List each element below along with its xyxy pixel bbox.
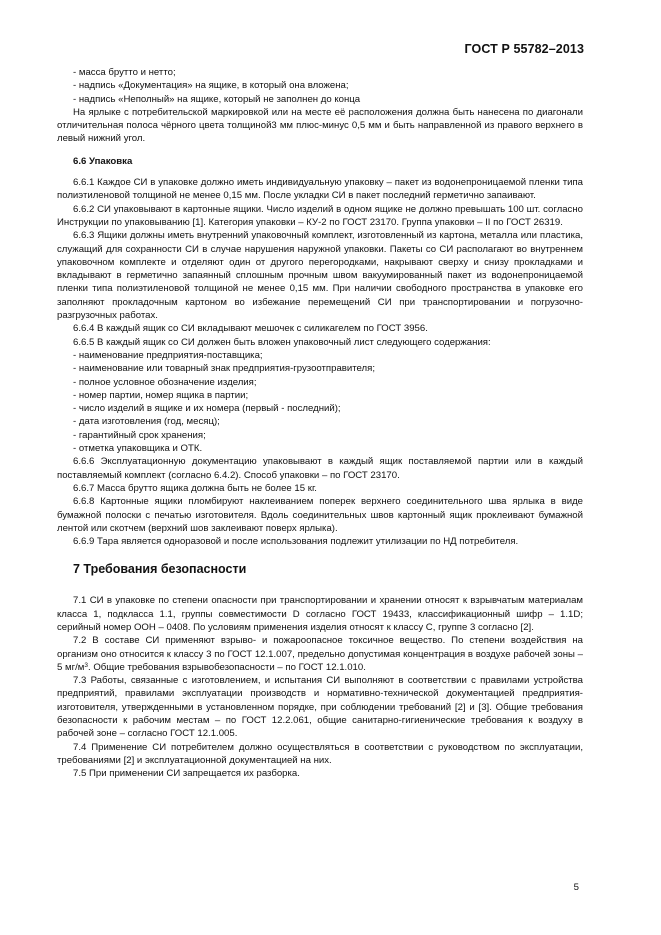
paragraph-6-6-2: 6.6.2 СИ упаковывают в картонные ящики. Число изделий в одном ящике не должно превышать 100 шт. согласно Инструкции по упаковыванию [1]. Категория упаковки – КУ-2 по ГОСТ 23170. Группа упаковки – II по ГОСТ 26319. bbox=[57, 203, 583, 228]
paragraph-7-2-tail: . Общие требования взрывобезопасности – по ГОСТ 12.1.010. bbox=[87, 661, 366, 673]
paragraph-7-5: 7.5 При применении СИ запрещается их разборка. bbox=[73, 768, 300, 780]
paragraph-7-4: 7.4 Применение СИ потребителем должно осуществляться в соответствии с руководством по эксплуатации, требованиями [2] и эксплуатационной документацией на них. bbox=[57, 741, 583, 766]
section-heading-6-6: 6.6 Упаковка bbox=[73, 155, 133, 167]
paragraph-7-2-text: 7.2 В составе СИ применяют взрыво- и пожароопасное токсичное вещество. По степени воздействия на организм оно относится к классу 3 по ГОСТ 12.1.007, предельно допустимая концентрация в воздухе рабочей зоны – 5 мг/м bbox=[57, 635, 583, 673]
list-item: - надпись «Неполный» на ящике, который не заполнен до конца bbox=[73, 93, 361, 105]
paragraph-6-6-8: 6.6.8 Картонные ящики пломбируют наклеиванием поперек верхнего соединительного шва ярлыка в виде бумажной полоски с печатью изготовителя. Вдоль соединительных швов картонный ящик проклеивают бумажной лентой или скотчем (верхний шов заклеивают поверх ярлыка). bbox=[57, 496, 583, 534]
list-item: - дата изготовления (год, месяц); bbox=[73, 416, 220, 428]
paragraph-6-6-9: 6.6.9 Тара является одноразовой и после использования подлежит утилизации по НД потребителя. bbox=[73, 536, 519, 548]
list-item: - полное условное обозначение изделия; bbox=[73, 376, 257, 388]
paragraph-7-3: 7.3 Работы, связанные с изготовлением, и испытания СИ выполняют в соответствии с правилами устройства предприятий, правилами эксплуатации производств и нормативно-технической документацией предприятия-изготовителя, утвержденными в установленном порядке, при соблюдении требований [2] и [3]. Общие требования безопасности к рабочим местам – по ГОСТ 12.2.061, общие санитарно-гигиенические требования к воздуху в рабочей зоне – согласно ГОСТ 12.1.005. bbox=[57, 675, 583, 740]
paragraph-7-2 bbox=[57, 634, 583, 674]
paragraph-7-1: 7.1 СИ в упаковке по степени опасности при транспортировании и хранении относят к взрывчатым материалам класса 1, подкласса 1.1, группы совместимости D согласно ГОСТ 19433, классификационный шифр – 1.1D; серийный номер ООН – 0408. По условиям применения изделия относят к классу С, группе 3 согласно [2]. bbox=[57, 595, 583, 633]
paragraph-6-6-7: 6.6.7 Масса брутто ящика должна быть не более 15 кг. bbox=[73, 482, 317, 494]
list-item: - надпись «Документация» на ящике, в который она вложена; bbox=[73, 80, 349, 92]
list-item: - масса брутто и нетто; bbox=[73, 67, 176, 78]
list-item: - наименование предприятия-поставщика; bbox=[73, 349, 263, 361]
page-number: 5 bbox=[573, 882, 579, 893]
list-item: - номер партии, номер ящика в партии; bbox=[73, 389, 249, 401]
list-item: - гарантийный срок хранения; bbox=[73, 429, 206, 441]
list-item: - число изделий в ящике и их номера (первый - последний); bbox=[73, 403, 341, 415]
page-body bbox=[57, 66, 583, 781]
paragraph-6-6-6: 6.6.6 Эксплуатационную документацию упаковывают в каждый ящик поставляемой партии или в каждый поставляемый комплект (согласно 6.4.2). Способ упаковки – по ГОСТ 23170. bbox=[57, 456, 583, 481]
superscript-cube: 3 bbox=[84, 661, 88, 669]
paragraph: На ярлыке с потребительской маркировкой или на месте её расположения должна быть нанесена по диагонали отличительная полоса чёрного цвета толщиной3 мм плюс-минус 0,5 мм и быть направленной из правого верхнего в левый нижний угол. bbox=[57, 106, 583, 145]
list-item: - отметка упаковщика и ОТК. bbox=[73, 443, 203, 455]
standard-code: ГОСТ Р 55782–2013 bbox=[464, 42, 584, 56]
paragraph-6-6-5: 6.6.5 В каждый ящик со СИ должен быть вложен упаковочный лист следующего содержания: bbox=[73, 336, 491, 348]
list-item: - наименование или товарный знак предприятия-грузоотправителя; bbox=[73, 363, 376, 375]
paragraph-6-6-1: 6.6.1 Каждое СИ в упаковке должно иметь индивидуальную упаковку – пакет из водонепроницаемой пленки типа полиэтиленовой толщиной не менее 0,15 мм. После укладки СИ в пакет последний герметично запаивают. bbox=[57, 177, 583, 202]
section-heading-7: 7 Требования безопасности bbox=[73, 562, 247, 577]
paragraph-6-6-3: 6.6.3 Ящики должны иметь внутренний упаковочный комплект, изготовленный из картона, металла или пластика, служащий для сохранности СИ в случае нарушения наружной упаковки. Пакеты со СИ располагают во внутреннем упаковочном комплекте и отделяют один от другого перегородками, накрывают сверху и снизу прокладками и вкладывают в герметично запаянный сплошным прочным швом вакуумированный пакет из водонепроницаемой пленки типа полиэтиленовой толщиной не менее 0,15 мм. При наличии свободного пространства в упаковке его заполняют прокладочным картоном во избежание перемещений СИ при транспортировании и погрузочно-разгрузочных работах. bbox=[57, 230, 583, 322]
paragraph-6-6-4: 6.6.4 В каждый ящик со СИ вкладывают мешочек с силикагелем по ГОСТ 3956. bbox=[73, 323, 428, 335]
